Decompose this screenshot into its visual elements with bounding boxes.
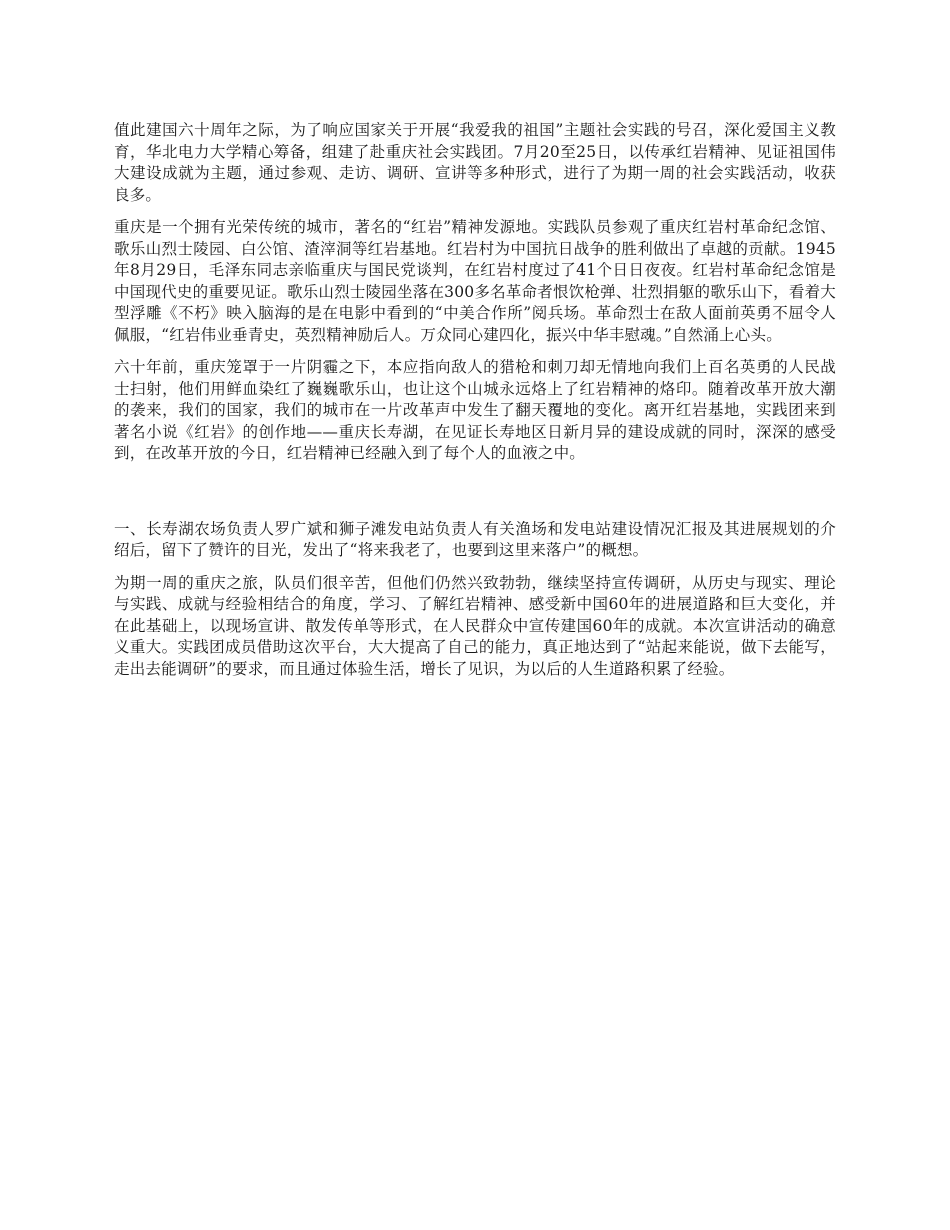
- paragraph-sixty-years-ago: 六十年前，重庆笼罩于一片阴霾之下，本应指向敌人的猎枪和刺刀却无情地向我们上百名英勇的人民战士扫射，他们用鲜血染红了巍巍歌乐山，也让这个山城永远烙上了红岩精神的烙印。随着改革开放大潮的袭来，我们的国家，我们的城市在一片改革声中发生了翻天覆地的变化。离开红岩基地，实践团来到著名小说《红岩》的创作地——重庆长寿湖，在见证长寿地区日新月异的建设成就的同时，深深的感受到，在改革开放的今日，红岩精神已经融入到了每个人的血液之中。: [114, 358, 836, 462]
- paragraph-changshou-lake: 一、长寿湖农场负责人罗广斌和狮子滩发电站负责人有关渔场和发电站建设情况汇报及其进展规划的介绍后，留下了赞许的目光，发出了“将来我老了，也要到这里来落户”的概想。: [114, 519, 836, 559]
- paragraph-intro: 值此建国六十周年之际，为了响应国家关于开展“我爱我的祖国”主题社会实践的号召，深化爱国主义教育，华北电力大学精心筹备，组建了赴重庆社会实践团。7月20至25日，以传承红岩精神、见证祖国伟大建设成就为主题，通过参观、走访、调研、宣讲等多种形式，进行了为期一周的社会实践活动，收获良多。: [114, 121, 836, 204]
- document-body: [114, 120, 836, 691]
- paragraph-spacer: [114, 476, 836, 519]
- paragraph-chongqing-hongyan: 重庆是一个拥有光荣传统的城市，著名的“红岩”精神发源地。实践队员参观了重庆红岩村革命纪念馆、歌乐山烈士陵园、白公馆、渣滓洞等红岩基地。红岩村为中国抗日战争的胜利做出了卓越的贡献。1945年8月29日，毛泽东同志亲临重庆与国民党谈判，在红岩村度过了41个日日夜夜。红岩村革命纪念馆是中国现代史的重要见证。歌乐山烈士陵园坐落在300多名革命者恨饮枪弹、壮烈捐躯的歌乐山下，看着大型浮雕《不朽》映入脑海的是在电影中看到的“中美合作所”阅兵场。革命烈士在敌人面前英勇不屈令人佩服，“红岩伟业垂青史，英烈精神励后人。万众同心建四化，振兴中华丰慰魂。”自然涌上心头。: [114, 218, 836, 344]
- paragraph-conclusion: 为期一周的重庆之旅，队员们很辛苦，但他们仍然兴致勃勃，继续坚持宣传调研，从历史与现实、理论与实践、成就与经验相结合的角度，学习、了解红岩精神、感受新中国60年的进展道路和巨大变化，并在此基础上，以现场宣讲、散发传单等形式，在人民群众中宣传建国60年的成就。本次宣讲活动的确意义重大。实践团成员借助这次平台，大大提高了自己的能力，真正地达到了“站起来能说，做下去能写，走出去能调研”的要求，而且通过体验生活，增长了见识，为以后的人生道路积累了经验。: [114, 573, 836, 678]
